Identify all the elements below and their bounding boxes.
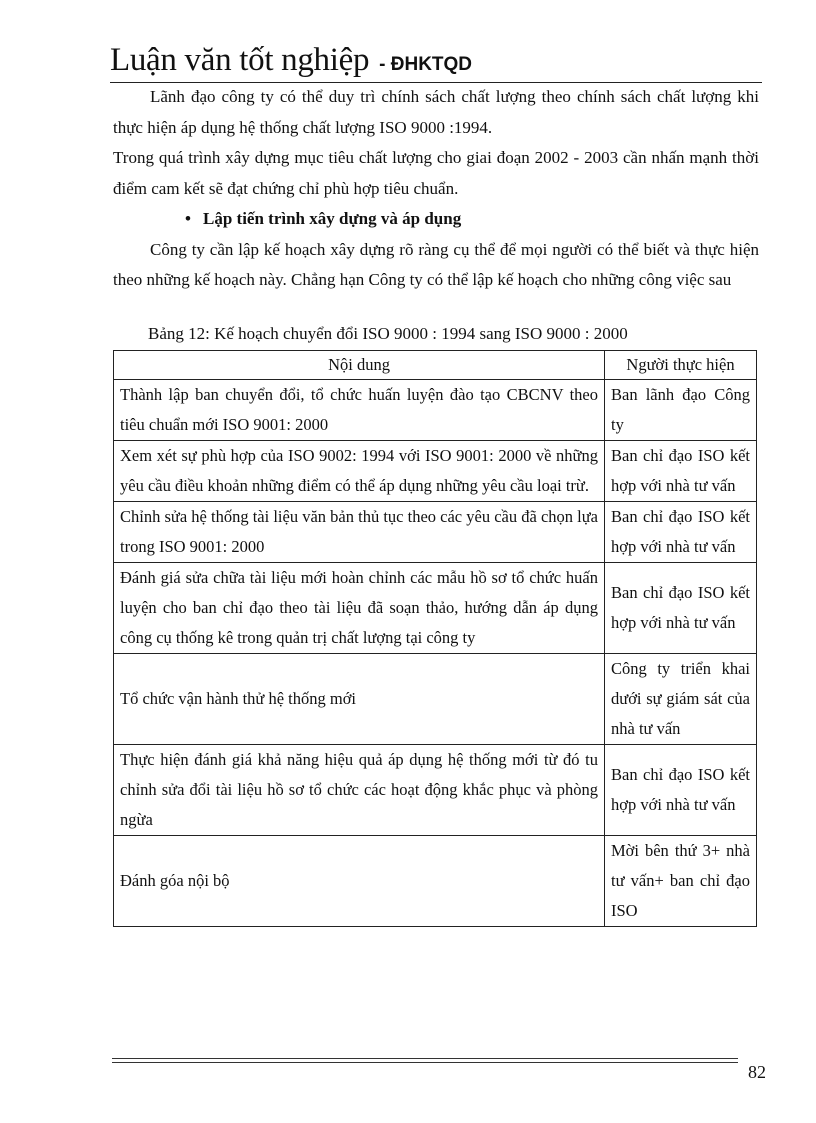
table-row [114, 380, 757, 441]
header-content: Nội dung [114, 351, 605, 380]
row-performer: Ban chỉ đạo ISO kết hợp với nhà tư vấn [605, 502, 757, 563]
row-content: Đánh giá sửa chữa tài liệu mới hoàn chỉnh các mẫu hồ sơ tổ chức huấn luyện cho ban chỉ đạo theo tài liệu đã soạn thảo, hướng dẫn áp dụng công cụ thống kê trong quản trị chất lượng tại công ty [114, 563, 605, 654]
paragraph-1: Lãnh đạo công ty có thể duy trì chính sách chất lượng theo chính sách chất lượng khi thực hiện áp dụng hệ thống chất lượng ISO 9000 :1994. [113, 87, 759, 137]
table-row [114, 441, 757, 502]
plan-table [113, 350, 757, 927]
paragraph-2: Trong quá trình xây dựng mục tiêu chất lượng cho giai đoạn 2002 - 2003 cần nhấn mạnh thời điểm cam kết sẽ đạt chứng chỉ phù hợp tiêu chuẩn. [113, 148, 759, 198]
row-content: Thành lập ban chuyển đổi, tổ chức huấn luyện đào tạo CBCNV theo tiêu chuẩn mới ISO 9001: 2000 [114, 380, 605, 441]
row-content: Thực hiện đánh giá khả năng hiệu quả áp dụng hệ thống mới từ đó tu chỉnh sửa đổi tài liệu hồ sơ tổ chức các hoạt động khắc phục và phòng ngừa [114, 745, 605, 836]
footer-divider [112, 1058, 738, 1066]
header-suffix: - ĐHKTQD [379, 54, 473, 75]
table-row [114, 836, 757, 927]
page-number: 82 [748, 1062, 766, 1082]
bullet-text: Lập tiến trình xây dựng và áp dụng [203, 209, 462, 228]
row-performer: Ban chỉ đạo ISO kết hợp với nhà tư vấn [605, 563, 757, 654]
row-performer: Công ty triển khai dưới sự giám sát của nhà tư vấn [605, 654, 757, 745]
row-content: Chỉnh sửa hệ thống tài liệu văn bản thủ tục theo các yêu cầu đã chọn lựa trong ISO 9001: 2000 [114, 502, 605, 563]
bullet-icon: • [185, 209, 191, 228]
header-title: Luận văn tốt nghiệp [110, 42, 370, 78]
row-content: Đánh góa nội bộ [114, 836, 605, 927]
table-row [114, 563, 757, 654]
bullet-heading [185, 204, 759, 235]
row-content: Xem xét sự phù hợp của ISO 9002: 1994 với ISO 9001: 2000 về những yêu cầu điều khoản những điểm có thể áp dụng những yêu cầu loại trừ. [114, 441, 605, 502]
row-performer: Ban chỉ đạo ISO kết hợp với nhà tư vấn [605, 441, 757, 502]
table-caption: Bảng 12: Kế hoạch chuyển đổi ISO 9000 : 1994 sang ISO 9000 : 2000 [148, 324, 628, 343]
body-text [113, 82, 759, 296]
table-row [114, 654, 757, 745]
row-performer: Ban lãnh đạo Công ty [605, 380, 757, 441]
table-row [114, 745, 757, 836]
paragraph-3: Công ty cần lập kế hoạch xây dựng rõ ràng cụ thể để mọi người có thể biết và thực hiện theo những kế hoạch này. Chẳng hạn Công ty có thể lập kế hoạch cho những công việc sau [113, 239, 759, 289]
row-performer: Ban chỉ đạo ISO kết hợp với nhà tư vấn [605, 745, 757, 836]
table-row [114, 502, 757, 563]
row-content: Tổ chức vận hành thử hệ thống mới [114, 654, 605, 745]
row-performer: Mời bên thứ 3+ nhà tư vấn+ ban chỉ đạo ISO [605, 836, 757, 927]
page-header [110, 38, 762, 83]
footer-line [112, 1062, 738, 1066]
header-performer: Người thực hiện [605, 351, 757, 380]
table-header-row [114, 351, 757, 380]
